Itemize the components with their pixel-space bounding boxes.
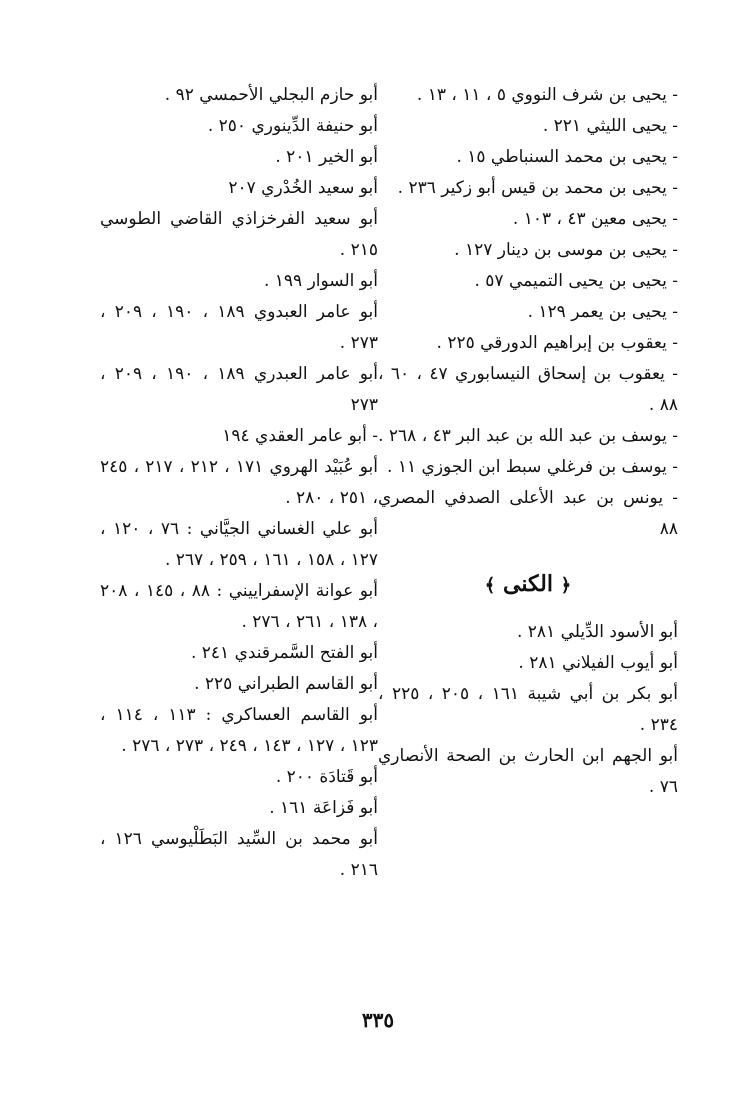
index-entry: أبو القاسم الطبراني ٢٢٥ . bbox=[194, 674, 378, 694]
page-number: ٣٣٥ bbox=[361, 1008, 395, 1032]
ornament-bracket-left: ﴾ bbox=[484, 575, 496, 596]
index-entry: - يحيى معين ٤٣ ، ١٠٣ . bbox=[512, 209, 678, 229]
index-entry: أبو عامر العبدري ١٨٩ ، ١٩٠ ، ٢٠٩ ، ٢٧٣ bbox=[100, 364, 379, 415]
index-entry: - يحيى بن يحيى التميمي ٥٧ . bbox=[474, 271, 678, 291]
index-entry: - يعقوب بن إبراهيم الدورقي ٢٢٥ . bbox=[436, 333, 678, 353]
index-entry: أبو حازم البجلي الأحمسي ٩٢ . bbox=[164, 85, 378, 105]
index-entry: - يحيى بن محمد بن قيس أبو زكير ٢٣٦ . bbox=[397, 178, 678, 198]
index-entry: أبو سعيد الفرخزاذي القاضي الطوسي ٢١٥ . bbox=[100, 209, 378, 260]
index-entry: - يوسف بن فرغلي سبط ابن الجوزي ١١ . bbox=[387, 457, 678, 477]
index-entry: - يحيى بن موسى بن دينار ١٢٧ . bbox=[454, 240, 678, 260]
index-entry: أبو قَتادَة ٢٠٠ . bbox=[275, 767, 378, 787]
index-entry: أبو عوانة الإسفراييني : ٨٨ ، ١٤٥ ، ٢٠٨ ، ١٣٨ ، ٢٦١ ، ٢٧٦ . bbox=[100, 581, 379, 632]
left-column bbox=[100, 80, 378, 886]
ornament-bracket-right: ﴿ bbox=[560, 575, 572, 596]
index-entry: أبو الفتح السَّمرقندي ٢٤١ . bbox=[190, 643, 378, 663]
section-heading-text: الكنى bbox=[503, 571, 553, 597]
index-entry: - يحيى بن يعمر ١٢٩ . bbox=[527, 302, 678, 322]
index-entry: - يحيى بن شرف النووي ٥ ، ١١ ، ١٣ . bbox=[416, 85, 678, 105]
index-entry: - يعقوب بن إسحاق النيسابوري ٤٧ ، ٦٠ ، ٨٨ . bbox=[378, 364, 679, 415]
index-entry: أبو القاسم العساكري : ١١٣ ، ١١٤ ، ١٢٣ ، ١٢٧ ، ١٤٣ ، ٢٤٩ ، ٢٧٣ ، ٢٧٦ . bbox=[100, 705, 378, 756]
index-entry: - يونس بن عبد الأعلى الصدفي المصري ٨٨ bbox=[378, 488, 678, 539]
index-entry: أبو الجهم ابن الحارث بن الصحة الأنصاري ٧٦ . bbox=[378, 746, 678, 797]
index-entry: أبو الأسود الدِّيلي ٢٨١ . bbox=[516, 622, 678, 642]
index-entry: أبو عُبَيْد الهروي ١٧١ ، ٢١٢ ، ٢١٧ ، ٢٤٥ ، ٢٥١ ، ٢٨٠ . bbox=[100, 457, 379, 508]
index-entry: أبو أيوب الفيلاني ٢٨١ . bbox=[518, 653, 678, 673]
index-entry: أبو الخير ٢٠١ . bbox=[275, 147, 378, 167]
index-entry: أبو السوار ١٩٩ . bbox=[263, 271, 378, 291]
index-entry: أبو عامر العبدوي ١٨٩ ، ١٩٠ ، ٢٠٩ ، ٢٧٣ . bbox=[100, 302, 379, 353]
index-entry: أبو علي الغساني الجيَّاني : ٧٦ ، ١٢٠ ، ١٢٧ ، ١٥٨ ، ١٦١ ، ٢٥٩ ، ٢٦٧ . bbox=[100, 519, 379, 570]
index-entry: أبو سعيد الخُدْري ٢٠٧ bbox=[228, 178, 378, 198]
index-entry: أبو محمد بن السِّيد البَطَلْيوسي ١٢٦ ، ٢١٦ . bbox=[100, 829, 379, 880]
section-heading-kunya bbox=[378, 567, 678, 603]
index-entry: - يحيى بن محمد السنباطي ١٥ . bbox=[456, 147, 678, 167]
right-column bbox=[378, 80, 678, 803]
index-entry: أبو حنيفة الدِّينوري ٢٥٠ . bbox=[207, 116, 378, 136]
index-entry: أبو بكر بن أبي شيبة ١٦١ ، ٢٠٥ ، ٢٢٥ ، ٢٣٤ . bbox=[378, 684, 678, 735]
index-entry: - أبو عامر العقدي ١٩٤ bbox=[222, 426, 378, 446]
index-entry: أبو فَزاعَة ١٦١ . bbox=[269, 798, 378, 818]
index-entry: - يوسف بن عبد الله بن عبد البر ٤٣ ، ٢٦٨ . bbox=[378, 426, 678, 446]
index-entry: - يحيى الليثي ٢٢١ . bbox=[542, 116, 678, 136]
